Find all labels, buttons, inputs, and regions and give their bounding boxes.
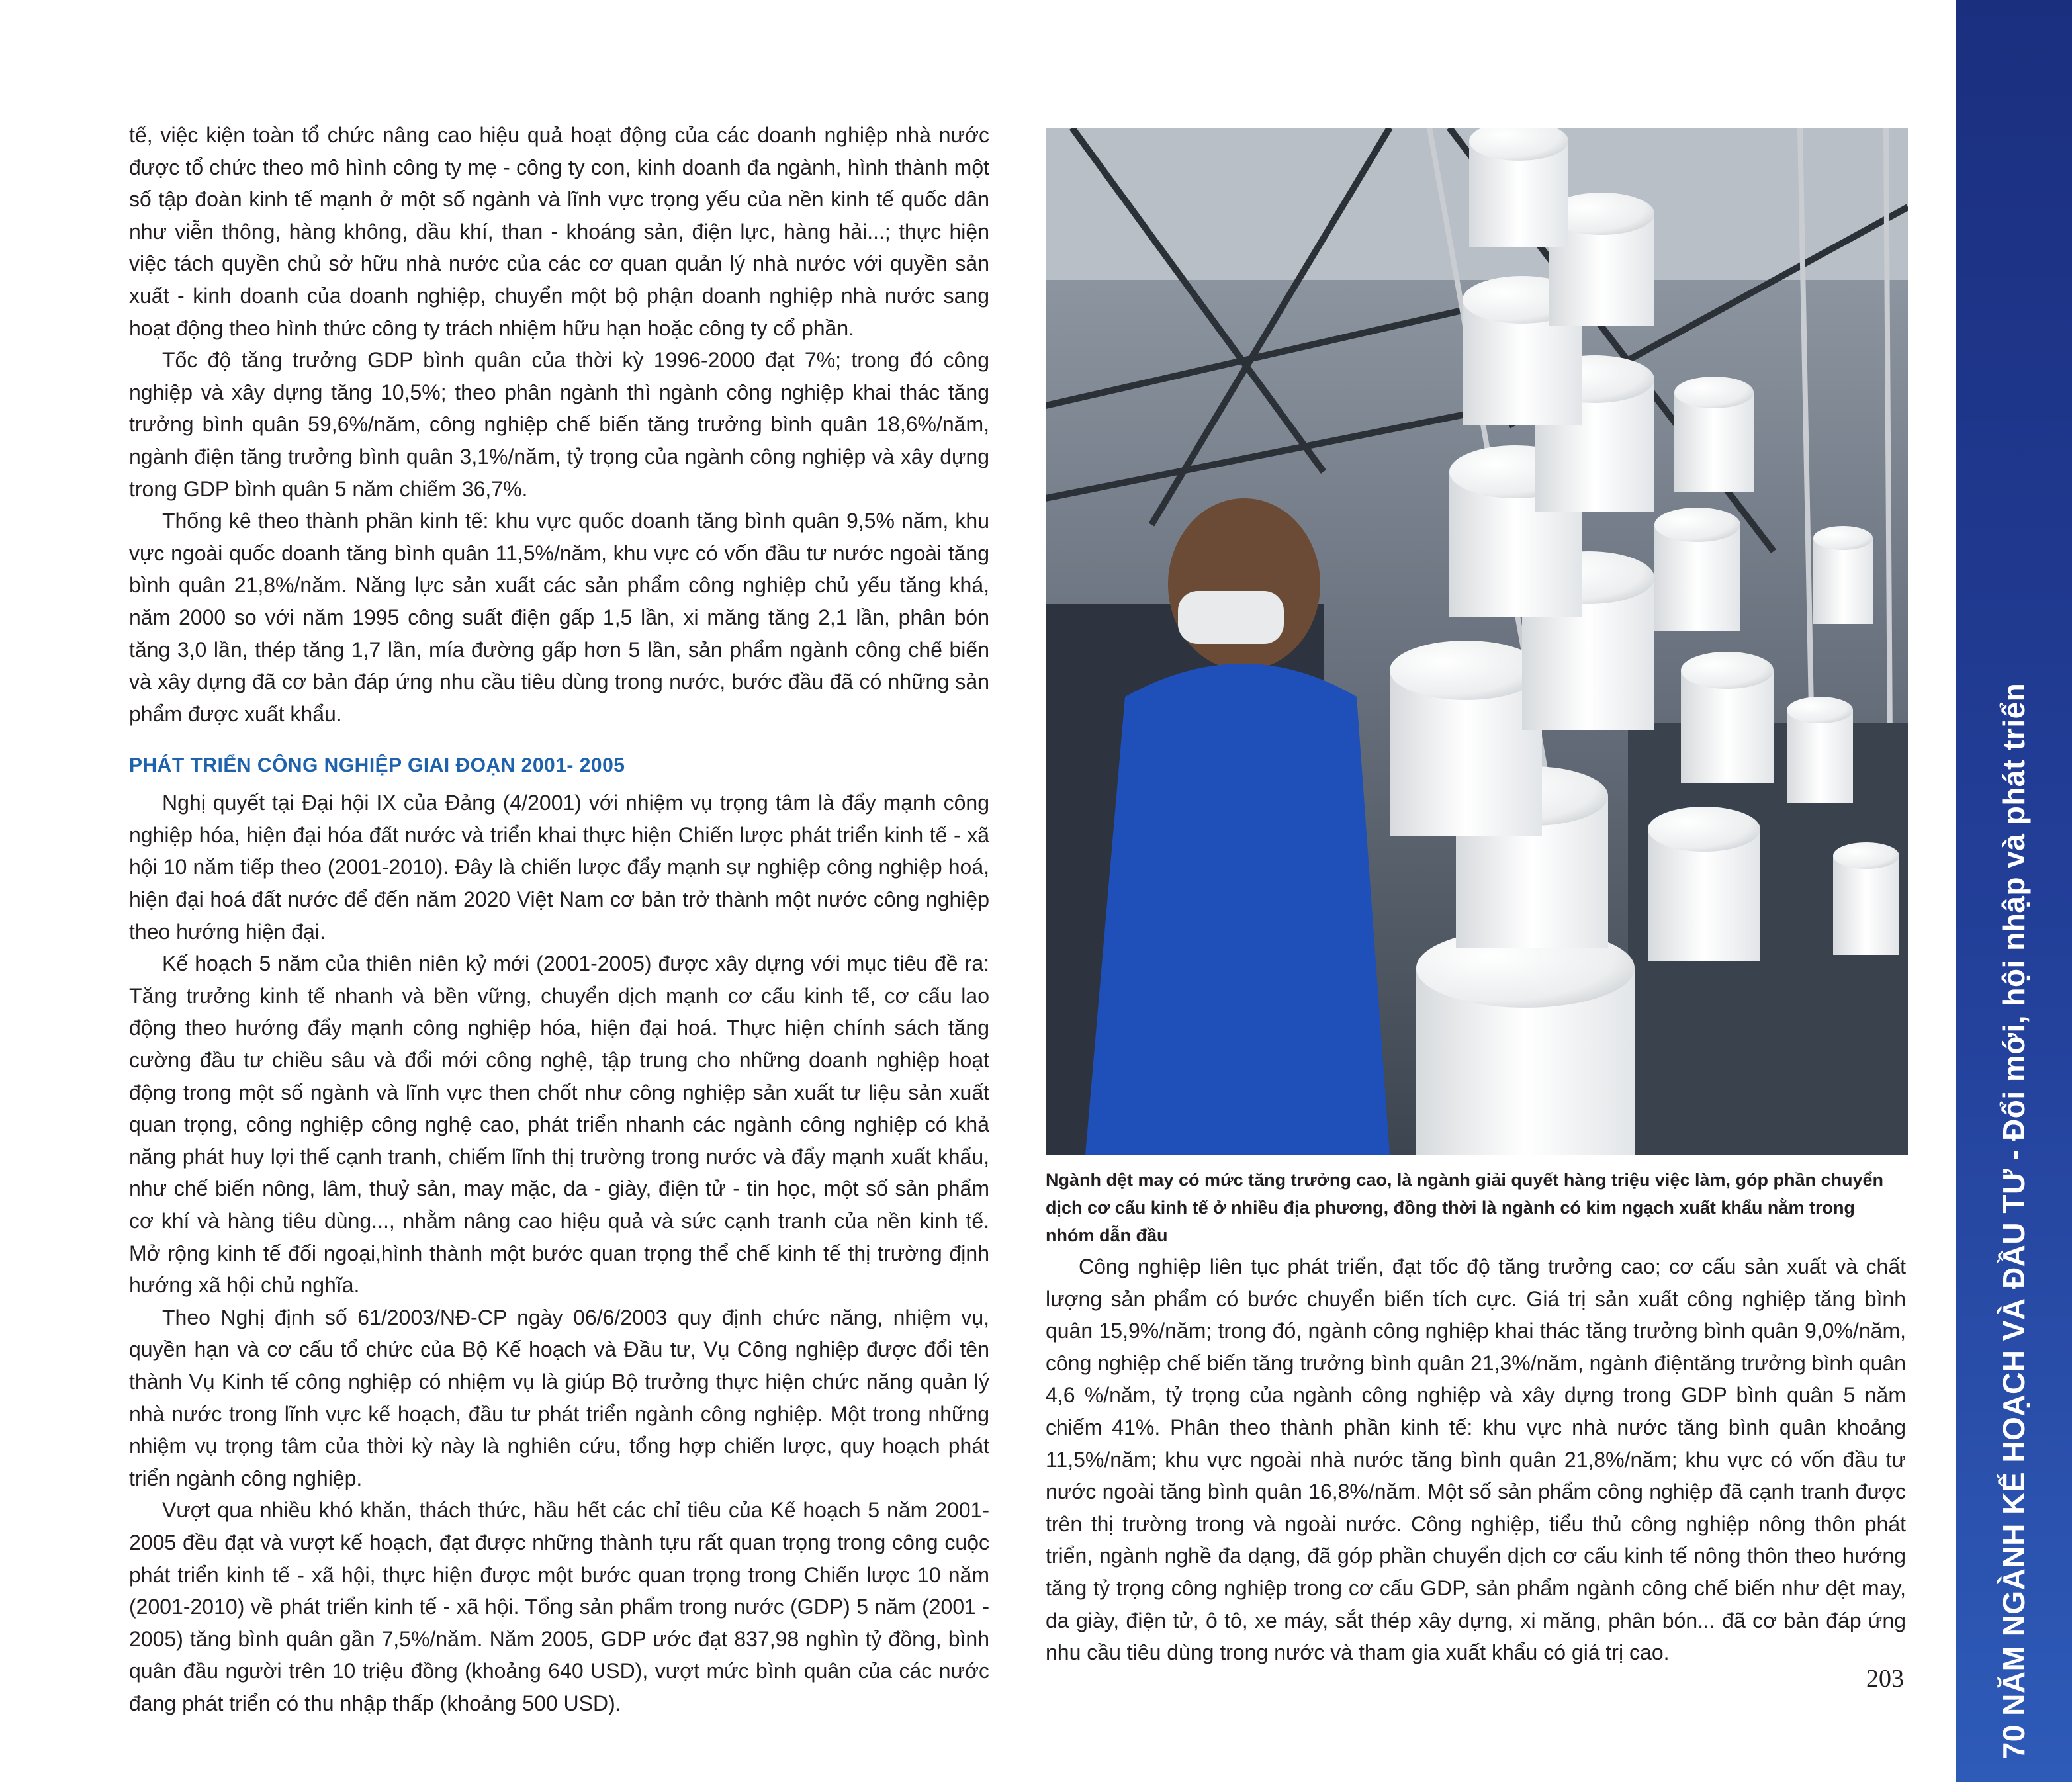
side-band-title bbox=[1996, 683, 2032, 1760]
left-column bbox=[129, 119, 989, 1720]
paragraph: Tốc độ tăng trưởng GDP bình quân của thời kỳ 1996-2000 đạt 7%; trong đó công nghiệp và xây dựng tăng 10,5%; theo phân ngành thì ngành công nghiệp khai thác tăng trưởng bình quân 59,6%/năm, công nghiệp chế biến tăng trưởng bình quân 18,6%/năm, ngành điện tăng trưởng bình quân 3,1%/năm, tỷ trọng của ngành công nghiệp và xây dựng trong GDP bình quân 5 năm chiếm 36,7%. bbox=[129, 348, 989, 501]
paragraph: tế, việc kiện toàn tổ chức nâng cao hiệu quả hoạt động của các doanh nghiệp nhà nước được tổ chức theo mô hình công ty mẹ - công ty con, kinh doanh đa ngành, hình thành một số tập đoàn kinh tế mạnh ở một số ngành và lĩnh vực trọng yếu của nền kinh tế quốc dân như viễn thông, hàng không, dầu khí, than - khoáng sản, điện lực, hàng hải...; thực hiện việc tách quyền chủ sở hữu nhà nước của các cơ quan quản lý nhà nước với quyền sản xuất - kinh doanh của doanh nghiệp, chuyển một bộ phận doanh nghiệp nhà nước sang hoạt động theo hình thức công ty trách nhiệm hữu hạn hoặc công ty cổ phần. bbox=[129, 123, 989, 340]
textile-factory-photo bbox=[1046, 128, 1908, 1155]
paragraph: Vượt qua nhiều khó khăn, thách thức, hầu hết các chỉ tiêu của Kế hoạch 5 năm 2001-2005 đều đạt và vượt kế hoạch, đạt được những thành tựu rất quan trọng trong công cuộc phát triển kinh tế - xã hội, thực hiện được một bước quan trọng trong Chiến lược 10 năm (2001-2010) về phát triển kinh tế - xã hội. Tổng sản phẩm trong nước (GDP) 5 năm (2001 - 2005) tăng bình quân gần 7,5%/năm. Năm 2005, GDP ước đạt 837,98 nghìn tỷ đồng, bình quân đầu người trên 10 triệu đồng (khoảng 640 USD), vượt mức bình quân của các nước đang phát triển có thu nhập thấp (khoảng 500 USD). bbox=[129, 1498, 989, 1715]
page-number: 203 bbox=[1866, 1665, 1904, 1693]
figure-caption: Ngành dệt may có mức tăng trưởng cao, là ngành giải quyết hàng triệu việc làm, góp phần chuyển dịch cơ cấu kinh tế ở nhiều địa phương, đồng thời là ngành có kim ngạch xuất khẩu nằm trong nhóm dẫn đầu bbox=[1046, 1170, 1883, 1245]
paragraph: Kế hoạch 5 năm của thiên niên kỷ mới (2001-2005) được xây dựng với mục tiêu đề ra: Tăng trưởng kinh tế nhanh và bền vững, chuyển dịch mạnh cơ cấu kinh tế, cơ cấu lao động theo hướng đẩy mạnh công nghiệp hóa, hiện đại hoá. Thực hiện chính sách tăng cường đầu tư chiều sâu và đổi mới công nghệ, tập trung cho những doanh nghiệp hoạt động trong một số ngành và lĩnh vực then chốt như công nghiệp sản xuất tư liệu sản xuất quan trọng, công nghiệp công nghệ cao, phát triển nhanh các ngành công nghiệp có khả năng phát huy lợi thế cạnh tranh, chiếm lĩnh thị trường trong nước và đẩy mạnh xuất khẩu, như chế biến nông, lâm, thuỷ sản, may mặc, da - giày, điện tử - tin học, một số sản phẩm cơ khí và hàng tiêu dùng..., nhằm nâng cao hiệu quả và sức cạnh tranh của nền kinh tế. Mở rộng kinh tế đối ngoại,hình thành một bước quan trọng thể chế kinh tế thị trường định hướng xã hội chủ nghĩa. bbox=[129, 952, 989, 1298]
paragraph: Nghị quyết tại Đại hội IX của Đảng (4/2001) với nhiệm vụ trọng tâm là đẩy mạnh công nghiệp hóa, hiện đại hóa đất nước và triển khai thực hiện Chiến lược phát triển kinh tế - xã hội 10 năm tiếp theo (2001-2010). Đây là chiến lược đẩy mạnh sự nghiệp công nghiệp hoá, hiện đại hoá đất nước để đến năm 2020 Việt Nam cơ bản trở thành một nước công nghiệp theo hướng hiện đại. bbox=[129, 791, 989, 944]
side-band-title-sub: Đổi mới, hội nhập và phát triển bbox=[1997, 682, 2031, 1141]
paragraph: Công nghiệp liên tục phát triển, đạt tốc độ tăng trưởng cao; cơ cấu sản xuất và chất lượng sản phẩm có bước chuyển biến tích cực. Giá trị sản xuất công nghiệp tăng bình quân 15,9%/năm; trong đó, ngành công nghiệp khai thác tăng trưởng bình quân 9,0%/năm, công nghiệp chế biến tăng trưởng bình quân 21,3%/năm, ngành điệntăng trưởng bình quân 4,6 %/năm, tỷ trọng của ngành công nghiệp và xây dựng trong GDP bình quân 5 năm chiếm 41%. Phân theo thành phần kinh tế: khu vực nhà nước tăng bình quân khoảng 11,5%/năm; khu vực ngoài nhà nước tăng bình quân 21,8%/năm; khu vực có vốn đầu tư nước ngoài tăng bình quân 16,8%/năm. Một số sản phẩm công nghiệp đã cạnh tranh được trên thị trường trong và ngoài nước. Công nghiệp, tiểu thủ công nghiệp nông thôn phát triển, ngành nghề đa dạng, đã góp phần chuyển dịch cơ cấu kinh tế nông thôn theo hướng tăng tỷ trọng công nghiệp trong cơ cấu GDP, sản phẩm ngành công chế biến như dệt may, da giày, điện tử, ô tô, xe máy, sắt thép xây dựng, xi măng, phân bón... đã cơ bản đáp ứng nhu cầu tiêu dùng trong nước và tham gia xuất khẩu có giá trị cao. bbox=[1046, 1255, 1906, 1665]
section-heading: PHÁT TRIỂN CÔNG NGHIỆP GIAI ĐOẠN 2001- 2005 bbox=[129, 754, 625, 777]
paragraph: Thống kê theo thành phần kinh tế: khu vực quốc doanh tăng bình quân 9,5% năm, khu vực ngoài quốc doanh tăng bình quân 11,5%/năm, khu vực có vốn đầu tư nước ngoài tăng bình quân 21,8%/năm. Năng lực sản xuất các sản phẩm công nghiệp chủ yếu tăng khá, năm 2000 so với năm 1995 công suất điện gấp 1,5 lần, xi măng tăng 2,1 lần, phân bón tăng 3,0 lần, thép tăng 1,7 lần, mía đường gấp hơn 5 lần, sản phẩm ngành công chế biến và xây dựng đã cơ bản đáp ứng nhu cầu tiêu dùng trong nước, bước đầu đã có những sản phẩm được xuất khẩu. bbox=[129, 509, 989, 726]
paragraph: Theo Nghị định số 61/2003/NĐ-CP ngày 06/6/2003 quy định chức năng, nhiệm vụ, quyền hạn và cơ cấu tổ chức của Bộ Kế hoạch và Đầu tư, Vụ Công nghiệp được đổi tên thành Vụ Kinh tế công nghiệp có nhiệm vụ là giúp Bộ trưởng thực hiện chức năng quản lý nhà nước trong lĩnh vực kế hoạch, đầu tư phát triển ngành công nghiệp. Một trong những nhiệm vụ trọng tâm của thời kỳ này là nghiên cứu, tổng hợp chiến lược, quy hoạch phát triển ngành công nghiệp. bbox=[129, 1305, 989, 1490]
right-column bbox=[1046, 1251, 1906, 1669]
side-band-title-main: 70 NĂM NGÀNH KẾ HOẠCH VÀ ĐẦU TƯ - bbox=[1997, 1140, 2031, 1760]
